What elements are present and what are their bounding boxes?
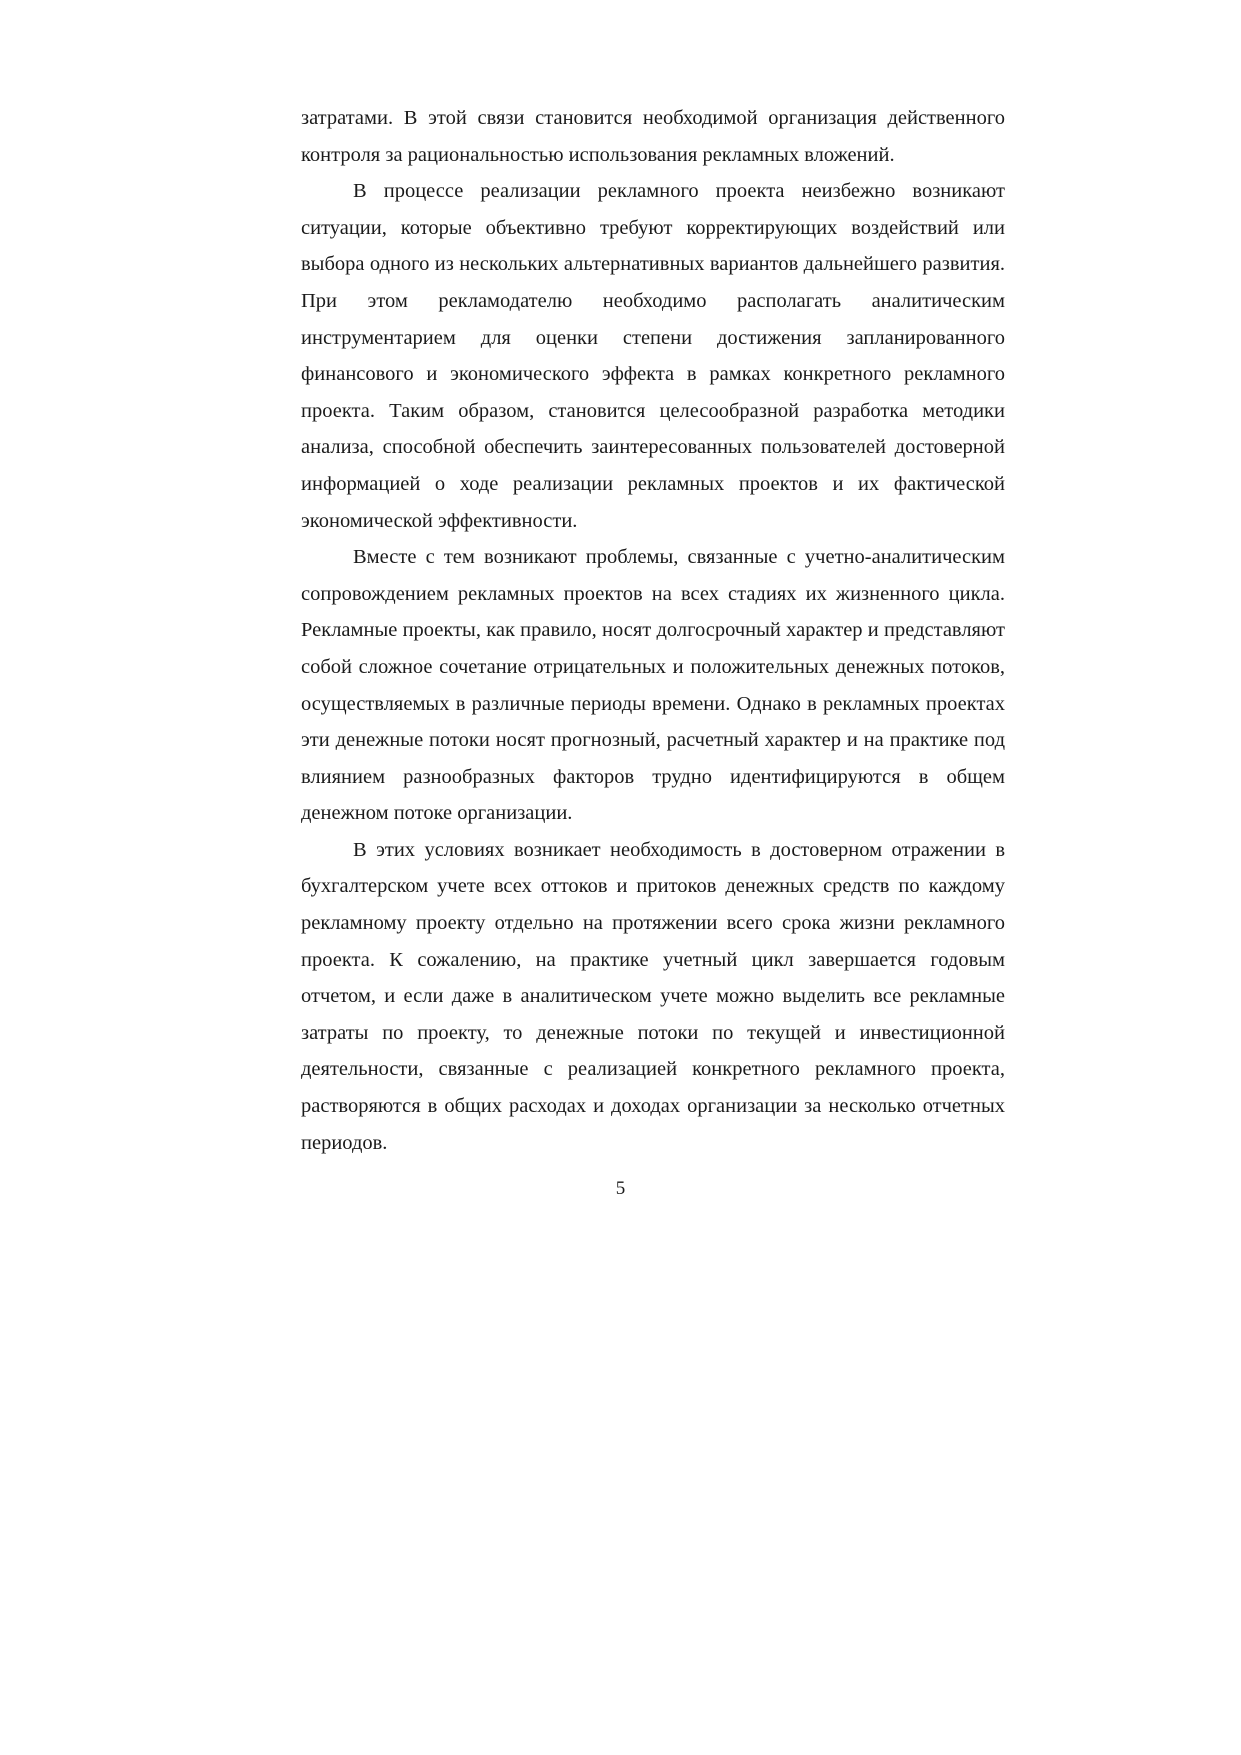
paragraph-accounting-problems: Вместе с тем возникают проблемы, связанные с учетно-аналитическим сопровождением рекламных проектов на всех стадиях их жизненного цикла. Рекламные проекты, как правило, носят долгосрочный характер и представляют собой сложное сочетание отрицательных и положительных денежных потоков, осуществляемых в различные периоды времени. Однако в рекламных проектах эти денежные потоки носят прогнозный, расчетный характер и на практике под влиянием разнообразных факторов трудно идентифицируются в общем денежном потоке организации. bbox=[301, 546, 1005, 825]
paragraph-project-implementation: В процессе реализации рекламного проекта неизбежно возникают ситуации, которые объективно требуют корректирующих воздействий или выбора одного из нескольких альтернативных вариантов дальнейшего развития. При этом рекламодателю необходимо располагать аналитическим инструментарием для оценки степени достижения запланированного финансового и экономического эффекта в рамках конкретного рекламного проекта. Таким образом, становится целесообразной разработка методики анализа, способной обеспечить заинтересованных пользователей достоверной информацией о ходе реализации рекламных проектов и их фактической экономической эффективности. bbox=[301, 180, 1005, 532]
paragraph-cash-flow-reflection: В этих условиях возникает необходимость в достоверном отражении в бухгалтерском учете всех оттоков и притоков денежных средств по каждому рекламному проекту отдельно на протяжении всего срока жизни рекламного проекта. К сожалению, на практике учетный цикл завершается годовым отчетом, и если даже в аналитическом учете можно выделить все рекламные затраты по проекту, то денежные потоки по текущей и инвестиционной деятельности, связанные с реализацией конкретного рекламного проекта, растворяются в общих расходах и доходах организации за несколько отчетных периодов. bbox=[301, 838, 1005, 1154]
page-number: 5 bbox=[615, 1178, 626, 1199]
paragraph-continuation: затратами. В этой связи становится необходимой организация действенного контроля за рациональностью использования рекламных вложений. bbox=[301, 107, 1005, 166]
body-text bbox=[301, 100, 1005, 1161]
